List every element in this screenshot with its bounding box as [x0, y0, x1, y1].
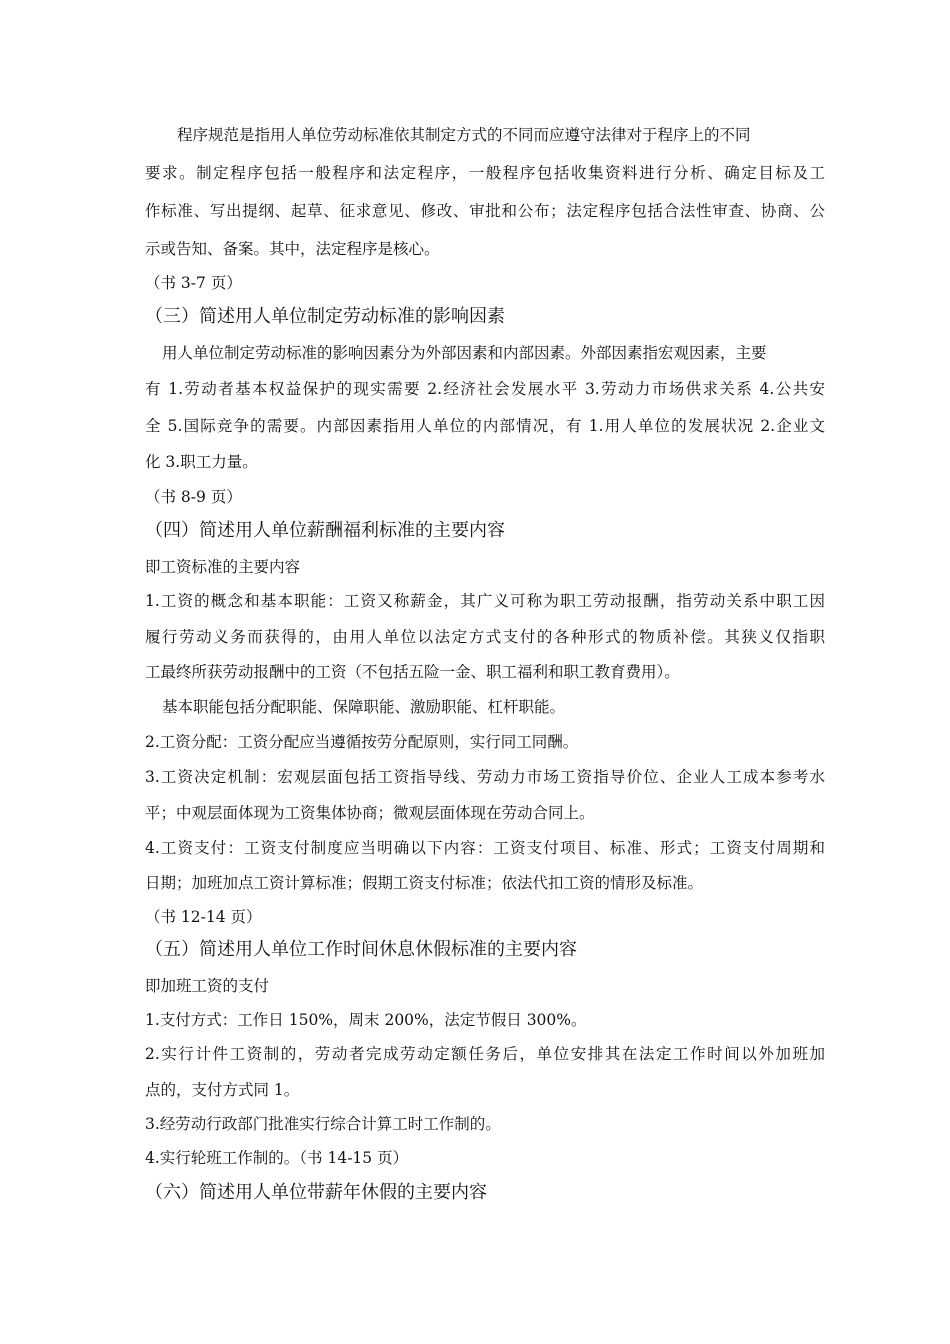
paragraph-line: 1.工资的概念和基本职能：工资又称薪金，其广义可称为职工劳动报酬，指劳动关系中职工因	[145, 592, 825, 610]
paragraph-line: 化 3.职工力量。	[145, 453, 258, 471]
paragraph-line: 点的，支付方式同 1。	[145, 1081, 300, 1099]
paragraph-line: 2.实行计件工资制的，劳动者完成劳动定额任务后，单位安排其在法定工作时间以外加班加	[145, 1045, 825, 1063]
paragraph-line: 示或告知、备案。其中，法定程序是核心。	[145, 240, 440, 258]
paragraph-line: 程序规范是指用人单位劳动标准依其制定方式的不同而应遵守法律对于程序上的不同	[177, 126, 751, 144]
paragraph-line: 工最终所获劳动报酬中的工资（不包括五险一金、职工福利和职工教育费用）。	[145, 663, 680, 681]
paragraph-line: 日期；加班加点工资计算标准；假期工资支付标准；依法代扣工资的情形及标准。	[145, 874, 704, 892]
paragraph-line: 3.经劳动行政部门批准实行综合计算工时工作制的。	[145, 1115, 501, 1133]
paragraph-line: 基本职能包括分配职能、保障职能、激励职能、杠杆职能。	[162, 698, 566, 716]
paragraph-line: 用人单位制定劳动标准的影响因素分为外部因素和内部因素。外部因素指宏观因素，主要	[162, 344, 767, 362]
paragraph-line: 3.工资决定机制：宏观层面包括工资指导线、劳动力市场工资指导价位、企业人工成本参考水	[145, 768, 825, 786]
paragraph-line: 有 1.劳动者基本权益保护的现实需要 2.经济社会发展水平 3.劳动力市场供求关系 4.公共安	[145, 380, 825, 398]
paragraph-line: 即工资标准的主要内容	[145, 558, 301, 576]
page-reference: （书 3-7 页）	[145, 274, 242, 292]
section-heading: （三）简述用人单位制定劳动标准的影响因素	[145, 306, 505, 327]
page-reference: （书 12-14 页）	[145, 908, 262, 926]
paragraph-line: 全 5.国际竞争的需要。内部因素指用人单位的内部情况，有 1.用人单位的发展状况 2.企业文	[145, 417, 825, 435]
paragraph-line: 作标准、写出提纲、起草、征求意见、修改、审批和公布；法定程序包括合法性审查、协商、公	[145, 202, 825, 220]
section-heading: （四）简述用人单位薪酬福利标准的主要内容	[145, 520, 505, 541]
paragraph-line: 4.工资支付：工资支付制度应当明确以下内容：工资支付项目、标准、形式；工资支付周期和	[145, 839, 825, 857]
section-heading: （六）简述用人单位带薪年休假的主要内容	[145, 1182, 487, 1203]
section-heading: （五）简述用人单位工作时间休息休假标准的主要内容	[145, 939, 577, 960]
paragraph-line: 要求。制定程序包括一般程序和法定程序，一般程序包括收集资料进行分析、确定目标及工	[145, 164, 825, 182]
paragraph-line: 2.工资分配：工资分配应当遵循按劳分配原则，实行同工同酬。	[145, 733, 579, 751]
paragraph-line: 平；中观层面体现为工资集体协商；微观层面体现在劳动合同上。	[145, 804, 595, 822]
paragraph-line: 1.支付方式：工作日 150%，周末 200%，法定节假日 300%。	[145, 1011, 587, 1029]
paragraph-line: 履行劳动义务而获得的，由用人单位以法定方式支付的各种形式的物质补偿。其狭义仅指职	[145, 628, 825, 646]
paragraph-line: 即加班工资的支付	[145, 977, 270, 995]
paragraph-line: 4.实行轮班工作制的。（书 14-15 页）	[145, 1149, 409, 1167]
page-reference: （书 8-9 页）	[145, 488, 242, 506]
